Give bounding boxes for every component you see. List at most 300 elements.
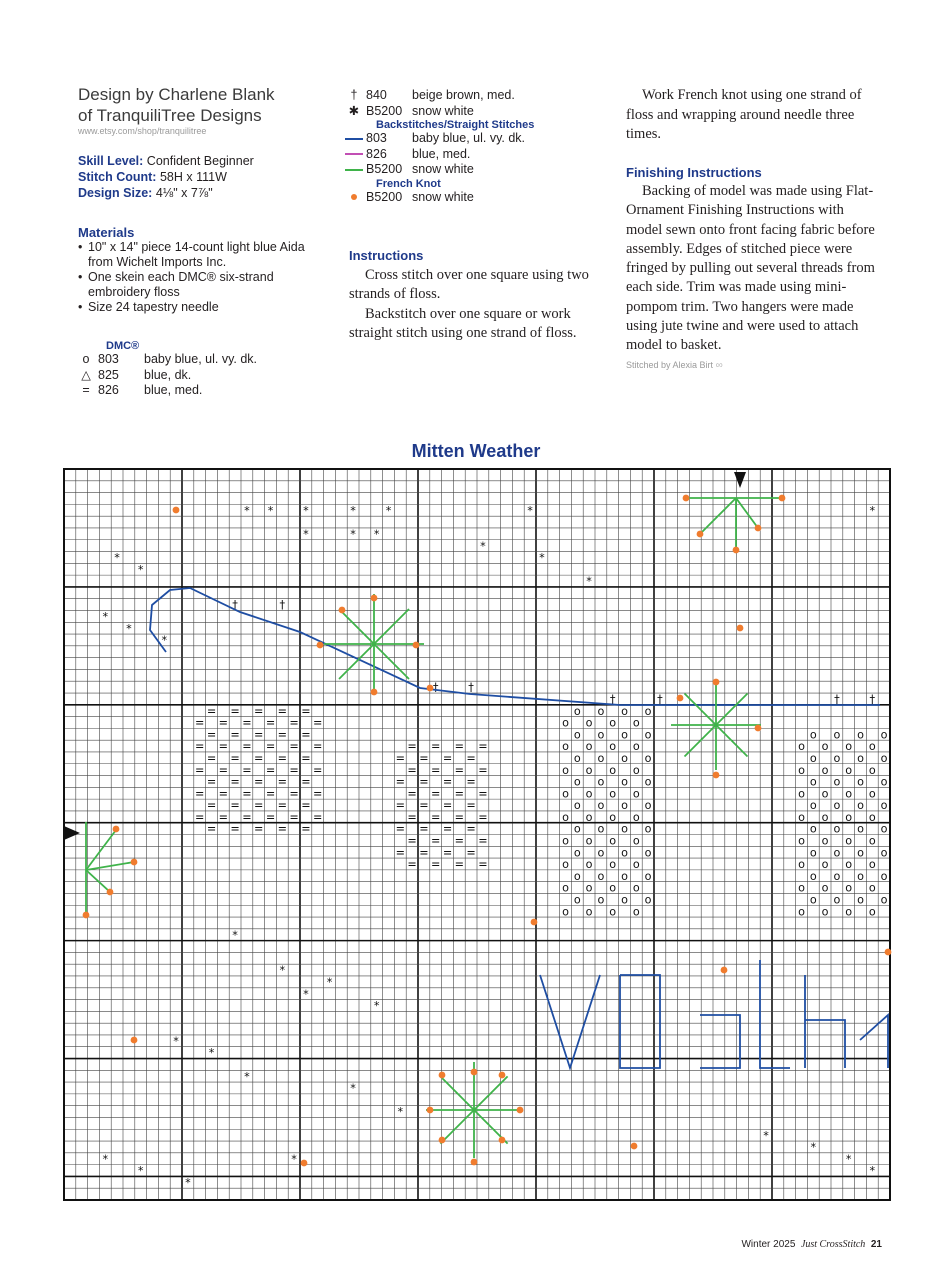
designer-company: of TranquiliTree Designs bbox=[78, 106, 262, 125]
symbol-equals: = bbox=[206, 799, 217, 813]
symbol-circle: o bbox=[585, 905, 593, 919]
symbol-circle: o bbox=[644, 893, 652, 907]
symbol-equals: = bbox=[230, 822, 240, 836]
symbol-equals: = bbox=[301, 799, 311, 813]
french-knot bbox=[499, 1137, 506, 1144]
symbol-equals: = bbox=[82, 383, 90, 397]
symbol-asterisk: * bbox=[279, 964, 286, 978]
symbol-circle: o bbox=[644, 869, 652, 883]
symbol-circle: o bbox=[845, 787, 853, 801]
chart-grid bbox=[64, 469, 890, 1200]
symbol-equals: = bbox=[395, 822, 405, 836]
symbol-equals: = bbox=[265, 810, 276, 824]
symbol-asterisk: * bbox=[267, 504, 274, 518]
backstitch-heading: Backstitches/Straight Stitches bbox=[376, 119, 535, 131]
symbol-circle: o bbox=[845, 905, 853, 919]
symbol-circle: o bbox=[857, 869, 864, 883]
symbol-circle: o bbox=[597, 775, 605, 789]
symbol-circle: o bbox=[798, 905, 805, 919]
materials-heading: Materials bbox=[78, 225, 135, 240]
symbol-asterisk: * bbox=[126, 622, 132, 636]
symbol-equals: = bbox=[242, 740, 252, 754]
symbol-asterisk: * bbox=[326, 976, 333, 990]
footer-season: Winter 2025 bbox=[741, 1239, 796, 1250]
symbol-equals: = bbox=[195, 740, 205, 754]
legend-row: B5200 snow white bbox=[342, 162, 602, 178]
count-value: 58H x 111W bbox=[159, 170, 227, 184]
symbol-asterisk: * bbox=[137, 1164, 144, 1178]
symbol-circle: o bbox=[809, 846, 817, 860]
symbol-circle: o bbox=[798, 834, 805, 848]
symbol-equals: = bbox=[313, 787, 323, 801]
symbol-circle: o bbox=[798, 858, 805, 872]
symbol-asterisk: * bbox=[161, 634, 168, 648]
symbol-equals: = bbox=[442, 751, 453, 765]
french-knot bbox=[131, 1037, 138, 1044]
symbol-circle: o bbox=[857, 751, 864, 765]
symbol-asterisk: * bbox=[350, 527, 356, 541]
symbol-equals: = bbox=[407, 834, 417, 848]
symbol-equals: = bbox=[454, 740, 464, 754]
symbol-dagger: † bbox=[232, 598, 238, 612]
symbol-asterisk: * bbox=[303, 987, 309, 1001]
symbol-equals: = bbox=[313, 716, 323, 730]
symbol-circle: o bbox=[597, 893, 605, 907]
count-label: Stitch Count: bbox=[78, 170, 157, 184]
french-knot bbox=[107, 889, 114, 896]
symbol-circle: o bbox=[573, 893, 581, 907]
symbol-equals: = bbox=[195, 716, 205, 730]
symbol-equals: = bbox=[301, 728, 311, 742]
symbol-circle: o bbox=[809, 775, 817, 789]
french-knot bbox=[317, 642, 324, 649]
symbol-equals: = bbox=[289, 740, 299, 754]
symbol-circle: o bbox=[798, 763, 805, 777]
page-footer bbox=[712, 1239, 882, 1250]
symbol-circle: o bbox=[809, 893, 817, 907]
symbol-equals: = bbox=[466, 799, 476, 813]
symbol-circle: o bbox=[621, 799, 628, 813]
symbol-circle: o bbox=[609, 716, 617, 730]
symbol-circle: o bbox=[857, 799, 864, 813]
symbol-equals: = bbox=[301, 751, 311, 765]
symbol-asterisk: * bbox=[102, 610, 109, 624]
french-knot bbox=[371, 595, 378, 602]
symbol-circle: o bbox=[845, 834, 853, 848]
symbol-asterisk: * bbox=[385, 504, 392, 518]
backstitch-h bbox=[805, 975, 845, 1068]
symbol-circle: o bbox=[585, 740, 593, 754]
french-knot bbox=[677, 695, 684, 702]
symbol-asterisk: * bbox=[291, 1152, 297, 1166]
symbol-equals: = bbox=[277, 751, 287, 765]
symbol-circle: o bbox=[809, 751, 817, 765]
symbol-equals: = bbox=[407, 763, 417, 777]
center-arrow-left-icon bbox=[64, 826, 80, 840]
symbol-equals: = bbox=[218, 740, 228, 754]
symbol-circle: o bbox=[821, 763, 829, 777]
symbol-circle: o bbox=[857, 846, 864, 860]
symbol-circle: o bbox=[868, 810, 876, 824]
symbol-equals: = bbox=[265, 740, 276, 754]
symbol-circle: o bbox=[798, 740, 805, 754]
symbol-circle: o bbox=[880, 775, 888, 789]
symbol-circle: o bbox=[609, 881, 617, 895]
symbol-circle: o bbox=[597, 799, 605, 813]
symbol-asterisk: * bbox=[350, 504, 356, 518]
symbol-asterisk: * bbox=[208, 1046, 215, 1060]
symbol-equals: = bbox=[206, 751, 217, 765]
symbol-equals: = bbox=[242, 810, 252, 824]
symbol-circle: o bbox=[609, 787, 617, 801]
symbol-equals: = bbox=[277, 775, 287, 789]
symbol-circle: o bbox=[621, 893, 628, 907]
symbol-equals: = bbox=[254, 799, 264, 813]
symbol-equals: = bbox=[254, 822, 264, 836]
symbol-equals: = bbox=[195, 810, 205, 824]
snowflake-left bbox=[86, 862, 134, 870]
symbol-equals: = bbox=[395, 799, 405, 813]
symbol-circle: o bbox=[585, 716, 593, 730]
symbol-circle: o bbox=[573, 869, 581, 883]
snowflake-1 bbox=[374, 609, 409, 644]
list-item: • Size 24 tapestry needle bbox=[78, 300, 318, 315]
snowflake-2 bbox=[716, 694, 748, 726]
symbol-equals: = bbox=[419, 846, 429, 860]
symbol-equals: = bbox=[242, 787, 252, 801]
symbol-equals: = bbox=[242, 763, 252, 777]
finishing-heading: Finishing Instructions bbox=[626, 164, 762, 180]
symbol-asterisk: * bbox=[373, 527, 380, 541]
symbol-circle: o bbox=[562, 810, 569, 824]
symbol-circle: o bbox=[868, 881, 876, 895]
symbol-circle: o bbox=[809, 822, 817, 836]
symbol-asterisk: * bbox=[480, 539, 486, 553]
symbol-circle: o bbox=[585, 834, 593, 848]
list-item: • 10" x 14" piece 14-count light blue Aida from Wichelt Imports Inc. bbox=[78, 240, 318, 270]
legend-row: = 826 blue, med. bbox=[74, 383, 324, 399]
size-value: 4⅛" x 7⅞" bbox=[155, 186, 213, 200]
symbol-circle: o bbox=[821, 881, 829, 895]
french-knot bbox=[113, 826, 120, 833]
symbol-equals: = bbox=[478, 740, 488, 754]
symbol-circle: o bbox=[857, 728, 864, 742]
french-knot bbox=[755, 525, 762, 532]
symbol-equals: = bbox=[478, 763, 488, 777]
symbol-circle: o bbox=[821, 834, 829, 848]
symbol-circle: o bbox=[585, 858, 593, 872]
symbol-circle: o bbox=[845, 763, 853, 777]
symbol-equals: = bbox=[395, 751, 405, 765]
symbol-equals: = bbox=[313, 763, 323, 777]
symbol-asterisk: ✱ bbox=[348, 103, 360, 118]
symbol-equals: = bbox=[431, 740, 441, 754]
french-knot bbox=[371, 689, 378, 696]
french-knot bbox=[83, 912, 90, 919]
symbol-circle: o bbox=[621, 775, 628, 789]
symbol-circle: o bbox=[845, 881, 853, 895]
symbol-equals: = bbox=[431, 834, 441, 848]
symbol-equals: = bbox=[454, 834, 464, 848]
backstitch-w bbox=[540, 975, 600, 1068]
symbol-circle: o bbox=[632, 905, 640, 919]
instructions-heading: Instructions bbox=[349, 248, 424, 263]
french-knot bbox=[531, 919, 538, 926]
symbol-circle: o bbox=[632, 881, 640, 895]
symbol-equals: = bbox=[301, 822, 311, 836]
legend-row: 826 blue, med. bbox=[342, 147, 602, 163]
symbol-circle: o bbox=[562, 834, 569, 848]
symbol-asterisk: * bbox=[244, 1070, 250, 1084]
snowflake-3 bbox=[440, 1110, 474, 1144]
french-knot bbox=[517, 1107, 524, 1114]
symbol-dagger: † bbox=[432, 681, 439, 695]
symbol-triangle: △ bbox=[81, 367, 91, 382]
french-knot bbox=[339, 607, 346, 614]
designer-url[interactable]: www.etsy.com/shop/tranquilitree bbox=[78, 126, 207, 136]
symbol-circle: o bbox=[621, 869, 628, 883]
symbol-equals: = bbox=[407, 810, 417, 824]
symbol-equals: = bbox=[478, 787, 488, 801]
symbol-circle: o bbox=[562, 905, 569, 919]
symbol-circle: o bbox=[597, 751, 605, 765]
footer-magazine: Just CrossStitch bbox=[800, 1239, 866, 1250]
french-knot bbox=[173, 507, 180, 514]
symbol-circle: o bbox=[621, 728, 628, 742]
symbol-equals: = bbox=[230, 704, 240, 718]
symbol-circle: o bbox=[585, 810, 593, 824]
page-number: 21 bbox=[870, 1239, 882, 1250]
symbol-circle: o bbox=[809, 869, 817, 883]
symbol-equals: = bbox=[301, 704, 311, 718]
symbol-equals: = bbox=[277, 822, 287, 836]
symbol-asterisk: * bbox=[232, 928, 238, 942]
symbol-circle: o bbox=[857, 893, 864, 907]
symbol-equals: = bbox=[454, 763, 464, 777]
symbol-circle: o bbox=[609, 763, 617, 777]
symbol-circle: o bbox=[573, 751, 581, 765]
symbol-equals: = bbox=[206, 704, 217, 718]
symbol-equals: = bbox=[442, 799, 453, 813]
snowflake-1 bbox=[339, 644, 374, 679]
dmc-heading: DMC® bbox=[106, 340, 140, 352]
symbol-circle: o bbox=[845, 740, 853, 754]
french-knot bbox=[737, 625, 744, 632]
symbol-circle: o bbox=[644, 728, 652, 742]
symbol-asterisk: * bbox=[137, 563, 144, 577]
symbol-circle: o bbox=[868, 858, 876, 872]
symbol-circle: o bbox=[821, 810, 829, 824]
symbol-circle: o bbox=[621, 751, 628, 765]
symbol-asterisk: * bbox=[244, 504, 250, 518]
legend-row: △ 825 blue, dk. bbox=[74, 368, 324, 384]
symbol-asterisk: * bbox=[397, 1105, 404, 1119]
symbol-equals: = bbox=[395, 775, 405, 789]
french-knot bbox=[427, 1107, 434, 1114]
symbol-circle: o bbox=[562, 787, 569, 801]
french-knot bbox=[471, 1159, 478, 1166]
symbol-circle: o bbox=[880, 728, 888, 742]
symbol-circle: o bbox=[821, 740, 829, 754]
symbol-circle: o bbox=[798, 787, 805, 801]
instruction-knot: Work French knot using one strand of floss and wrapping around needle three times. bbox=[626, 87, 862, 142]
symbol-circle: o bbox=[644, 799, 652, 813]
symbol-circle: o bbox=[809, 799, 817, 813]
symbol-equals: = bbox=[230, 775, 240, 789]
symbol-circle: o bbox=[821, 787, 829, 801]
symbol-circle: o bbox=[644, 822, 652, 836]
symbol-equals: = bbox=[289, 810, 299, 824]
symbol-circle: o bbox=[868, 787, 876, 801]
symbol-circle: o bbox=[609, 858, 617, 872]
symbol-equals: = bbox=[277, 704, 287, 718]
symbol-circle: o bbox=[833, 751, 841, 765]
symbol-dagger: † bbox=[279, 598, 286, 612]
symbol-circle: o bbox=[833, 822, 841, 836]
symbol-equals: = bbox=[289, 787, 299, 801]
symbol-circle: o bbox=[609, 810, 617, 824]
symbol-asterisk: * bbox=[539, 551, 545, 565]
symbol-circle: o bbox=[880, 893, 888, 907]
symbol-circle: o bbox=[632, 787, 640, 801]
symbol-equals: = bbox=[218, 787, 228, 801]
symbol-asterisk: * bbox=[173, 1034, 179, 1048]
symbol-circle: o bbox=[880, 846, 888, 860]
french-knot bbox=[733, 547, 740, 554]
french-knot bbox=[301, 1160, 308, 1167]
french-knot bbox=[471, 1069, 478, 1076]
symbol-equals: = bbox=[277, 728, 287, 742]
symbol-circle: o bbox=[573, 799, 581, 813]
symbol-circle: o bbox=[573, 704, 581, 718]
symbol-circle: o bbox=[809, 728, 817, 742]
symbol-equals: = bbox=[419, 822, 429, 836]
symbol-dagger: † bbox=[657, 693, 663, 707]
skill-value: Confident Beginner bbox=[146, 154, 254, 168]
signature-swirl-icon: ∞ bbox=[715, 359, 723, 371]
symbol-equals: = bbox=[265, 763, 276, 777]
french-knot bbox=[427, 685, 434, 692]
french-knot bbox=[721, 967, 728, 974]
symbol-equals: = bbox=[195, 787, 205, 801]
symbol-equals: = bbox=[313, 740, 323, 754]
symbol-circle: o bbox=[644, 704, 652, 718]
symbol-equals: = bbox=[431, 810, 441, 824]
symbol-asterisk: * bbox=[114, 551, 120, 565]
symbol-circle: o bbox=[833, 799, 841, 813]
skill-label: Skill Level: bbox=[78, 154, 144, 168]
symbol-circle: o bbox=[632, 810, 640, 824]
symbol-circle: o bbox=[632, 858, 640, 872]
symbol-equals: = bbox=[218, 810, 228, 824]
symbol-circle: o bbox=[833, 728, 841, 742]
symbol-equals: = bbox=[454, 810, 464, 824]
symbol-equals: = bbox=[230, 799, 240, 813]
symbol-circle: o bbox=[597, 704, 605, 718]
symbol-asterisk: * bbox=[185, 1176, 191, 1190]
symbol-equals: = bbox=[230, 751, 240, 765]
symbol-equals: = bbox=[419, 775, 429, 789]
symbol-circle: o bbox=[857, 822, 864, 836]
symbol-equals: = bbox=[265, 716, 276, 730]
snowflake-1 bbox=[339, 609, 374, 644]
french-knot bbox=[413, 642, 420, 649]
symbol-circle: o bbox=[868, 834, 876, 848]
symbol-circle: o bbox=[845, 810, 853, 824]
chart-title: Mitten Weather bbox=[411, 441, 541, 461]
symbol-equals: = bbox=[466, 822, 476, 836]
symbol-dagger: † bbox=[834, 693, 840, 707]
french-knot bbox=[499, 1072, 506, 1079]
symbol-equals: = bbox=[466, 751, 476, 765]
symbol-circle: o bbox=[573, 728, 581, 742]
legend-row: † 840 beige brown, med. bbox=[342, 88, 602, 104]
symbol-circle: o bbox=[880, 869, 888, 883]
snowflake-3 bbox=[474, 1076, 508, 1110]
symbol-circle: o bbox=[880, 751, 888, 765]
symbol-asterisk: * bbox=[303, 527, 309, 541]
symbol-asterisk: * bbox=[845, 1152, 852, 1166]
symbol-circle: o bbox=[632, 763, 640, 777]
symbol-circle: o bbox=[644, 846, 652, 860]
symbol-asterisk: * bbox=[869, 1164, 876, 1178]
symbol-circle: o bbox=[833, 775, 841, 789]
stitched-by: Stitched by Alexia Birt ∞ bbox=[626, 359, 723, 371]
symbol-equals: = bbox=[301, 775, 311, 789]
symbol-circle: o bbox=[632, 740, 640, 754]
symbol-circle: o bbox=[833, 869, 841, 883]
chart-symbols bbox=[103, 504, 888, 1189]
legend-row: o 803 baby blue, ul. vy. dk. bbox=[74, 352, 324, 368]
symbol-circle: o bbox=[644, 775, 652, 789]
symbol-circle: o bbox=[845, 858, 853, 872]
symbol-dagger: † bbox=[468, 681, 474, 695]
french-knot bbox=[755, 725, 762, 732]
designer-name: Design by Charlene Blank bbox=[78, 85, 275, 104]
symbol-equals: = bbox=[218, 716, 228, 730]
symbol-equals: = bbox=[218, 763, 228, 777]
symbol-asterisk: * bbox=[350, 1082, 356, 1096]
symbol-circle: o bbox=[798, 881, 805, 895]
symbol-equals: = bbox=[478, 858, 488, 872]
symbol-asterisk: * bbox=[102, 1152, 109, 1166]
symbol-equals: = bbox=[254, 751, 264, 765]
finishing-text: Backing of model was made using Flat-Ornament Finishing Instructions with model sewn onto front facing fabric before assembly. Edges of stitched piece were fringed by pulling out several threads from each side. Trim was made using mini-pompom trim. Two hangers were made using jute twine and were used to attach model to basket. bbox=[626, 183, 875, 354]
symbol-asterisk: * bbox=[763, 1129, 769, 1143]
symbol-circle: o bbox=[597, 728, 605, 742]
symbol-equals: = bbox=[254, 704, 264, 718]
snowflake-left bbox=[86, 870, 110, 892]
french-knot bbox=[439, 1072, 446, 1079]
symbol-circle: o bbox=[585, 763, 593, 777]
symbol-circle: o bbox=[597, 869, 605, 883]
symbol-equals: = bbox=[230, 728, 240, 742]
legend-row: 803 baby blue, ul. vy. dk. bbox=[342, 131, 602, 147]
symbol-circle: o bbox=[798, 810, 805, 824]
list-item: • One skein each DMC® six-strand embroidery floss bbox=[78, 270, 318, 300]
symbol-circle: o bbox=[868, 740, 876, 754]
symbol-equals: = bbox=[395, 846, 405, 860]
symbol-asterisk: * bbox=[303, 504, 309, 518]
symbol-equals: = bbox=[431, 858, 441, 872]
symbol-equals: = bbox=[431, 763, 441, 777]
symbol-circle: o bbox=[562, 763, 569, 777]
symbol-circle: o bbox=[880, 799, 888, 813]
symbol-circle: o bbox=[821, 905, 829, 919]
symbol-circle: o bbox=[609, 834, 617, 848]
snowflake-left bbox=[86, 830, 116, 870]
instruction-cross: Cross stitch over one square using two strands of floss. bbox=[349, 266, 589, 302]
